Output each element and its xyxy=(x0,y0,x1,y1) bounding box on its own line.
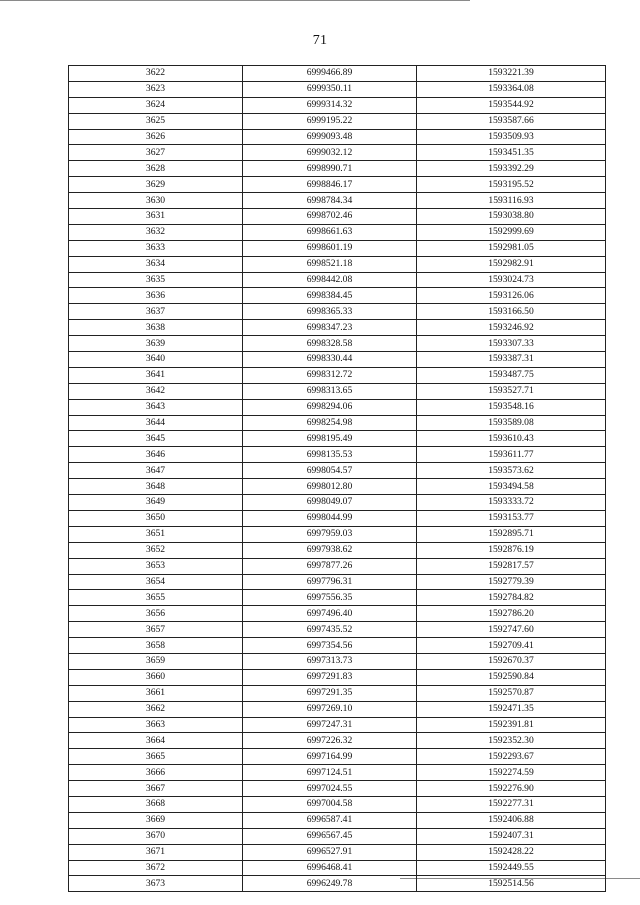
table-row xyxy=(69,876,606,892)
x-coordinate-cell: 6996567.45 xyxy=(243,828,417,844)
x-coordinate-cell: 6997313.73 xyxy=(243,653,417,669)
table-row xyxy=(69,399,606,415)
point-number-cell: 3671 xyxy=(69,844,243,860)
table-row xyxy=(69,463,606,479)
y-coordinate-cell: 1593307.33 xyxy=(417,336,606,352)
y-coordinate-cell: 1593024.73 xyxy=(417,272,606,288)
table-row xyxy=(69,574,606,590)
point-number-cell: 3623 xyxy=(69,81,243,97)
x-coordinate-cell: 6996527.91 xyxy=(243,844,417,860)
y-coordinate-cell: 1593611.77 xyxy=(417,447,606,463)
table-row xyxy=(69,431,606,447)
point-number-cell: 3629 xyxy=(69,177,243,193)
table-row xyxy=(69,622,606,638)
y-coordinate-cell: 1592428.22 xyxy=(417,844,606,860)
point-number-cell: 3640 xyxy=(69,352,243,368)
y-coordinate-cell: 1593166.50 xyxy=(417,304,606,320)
point-number-cell: 3660 xyxy=(69,669,243,685)
x-coordinate-cell: 6996468.41 xyxy=(243,860,417,876)
table-row xyxy=(69,145,606,161)
point-number-cell: 3627 xyxy=(69,145,243,161)
table-row xyxy=(69,733,606,749)
y-coordinate-cell: 1593387.31 xyxy=(417,352,606,368)
x-coordinate-cell: 6997269.10 xyxy=(243,701,417,717)
y-coordinate-cell: 1592981.05 xyxy=(417,240,606,256)
x-coordinate-cell: 6999032.12 xyxy=(243,145,417,161)
y-coordinate-cell: 1593548.16 xyxy=(417,399,606,415)
point-number-cell: 3665 xyxy=(69,749,243,765)
y-coordinate-cell: 1592471.35 xyxy=(417,701,606,717)
point-number-cell: 3651 xyxy=(69,526,243,542)
table-row xyxy=(69,685,606,701)
table-row xyxy=(69,336,606,352)
x-coordinate-cell: 6998661.63 xyxy=(243,224,417,240)
point-number-cell: 3642 xyxy=(69,383,243,399)
table-row xyxy=(69,367,606,383)
y-coordinate-cell: 1592293.67 xyxy=(417,749,606,765)
table-row xyxy=(69,383,606,399)
table-row xyxy=(69,796,606,812)
y-coordinate-cell: 1593544.92 xyxy=(417,97,606,113)
y-coordinate-cell: 1593573.62 xyxy=(417,463,606,479)
x-coordinate-cell: 6997796.31 xyxy=(243,574,417,590)
table-row xyxy=(69,113,606,129)
point-number-cell: 3637 xyxy=(69,304,243,320)
point-number-cell: 3648 xyxy=(69,479,243,495)
x-coordinate-cell: 6997004.58 xyxy=(243,796,417,812)
y-coordinate-cell: 1593246.92 xyxy=(417,320,606,336)
table-row xyxy=(69,638,606,654)
x-coordinate-cell: 6998294.06 xyxy=(243,399,417,415)
y-coordinate-cell: 1593153.77 xyxy=(417,510,606,526)
table-row xyxy=(69,749,606,765)
scan-edge-top xyxy=(0,0,470,1)
x-coordinate-cell: 6999314.32 xyxy=(243,97,417,113)
table-row xyxy=(69,272,606,288)
page-number: 71 xyxy=(312,33,328,48)
y-coordinate-cell: 1593333.72 xyxy=(417,495,606,511)
point-number-cell: 3639 xyxy=(69,336,243,352)
table-row xyxy=(69,177,606,193)
y-coordinate-cell: 1593509.93 xyxy=(417,129,606,145)
x-coordinate-cell: 6997291.83 xyxy=(243,669,417,685)
y-coordinate-cell: 1592277.31 xyxy=(417,796,606,812)
point-number-cell: 3628 xyxy=(69,161,243,177)
point-number-cell: 3645 xyxy=(69,431,243,447)
y-coordinate-cell: 1593487.75 xyxy=(417,367,606,383)
y-coordinate-cell: 1592784.82 xyxy=(417,590,606,606)
table-row xyxy=(69,256,606,272)
point-number-cell: 3635 xyxy=(69,272,243,288)
x-coordinate-cell: 6997247.31 xyxy=(243,717,417,733)
y-coordinate-cell: 1593038.80 xyxy=(417,209,606,225)
table-row xyxy=(69,495,606,511)
x-coordinate-cell: 6998784.34 xyxy=(243,193,417,209)
x-coordinate-cell: 6998601.19 xyxy=(243,240,417,256)
y-coordinate-cell: 1592982.91 xyxy=(417,256,606,272)
x-coordinate-cell: 6998365.33 xyxy=(243,304,417,320)
table-row xyxy=(69,161,606,177)
y-coordinate-cell: 1593126.06 xyxy=(417,288,606,304)
point-number-cell: 3659 xyxy=(69,653,243,669)
y-coordinate-cell: 1592817.57 xyxy=(417,558,606,574)
y-coordinate-cell: 1592709.41 xyxy=(417,638,606,654)
y-coordinate-cell: 1592514.56 xyxy=(417,876,606,892)
y-coordinate-cell: 1593610.43 xyxy=(417,431,606,447)
y-coordinate-cell: 1592670.37 xyxy=(417,653,606,669)
point-number-cell: 3666 xyxy=(69,765,243,781)
y-coordinate-cell: 1592276.90 xyxy=(417,781,606,797)
x-coordinate-cell: 6998044.99 xyxy=(243,510,417,526)
x-coordinate-cell: 6998012.80 xyxy=(243,479,417,495)
x-coordinate-cell: 6999466.89 xyxy=(243,66,417,82)
point-number-cell: 3656 xyxy=(69,606,243,622)
y-coordinate-cell: 1592786.20 xyxy=(417,606,606,622)
y-coordinate-cell: 1593392.29 xyxy=(417,161,606,177)
point-number-cell: 3667 xyxy=(69,781,243,797)
table-row xyxy=(69,781,606,797)
y-coordinate-cell: 1592407.31 xyxy=(417,828,606,844)
x-coordinate-cell: 6998347.23 xyxy=(243,320,417,336)
x-coordinate-cell: 6998702.46 xyxy=(243,209,417,225)
point-number-cell: 3622 xyxy=(69,66,243,82)
y-coordinate-cell: 1593587.66 xyxy=(417,113,606,129)
x-coordinate-cell: 6996249.78 xyxy=(243,876,417,892)
y-coordinate-cell: 1592779.39 xyxy=(417,574,606,590)
x-coordinate-cell: 6998328.58 xyxy=(243,336,417,352)
table-row xyxy=(69,288,606,304)
x-coordinate-cell: 6998330.44 xyxy=(243,352,417,368)
y-coordinate-cell: 1593116.93 xyxy=(417,193,606,209)
x-coordinate-cell: 6998442.08 xyxy=(243,272,417,288)
table-row xyxy=(69,97,606,113)
y-coordinate-cell: 1593527.71 xyxy=(417,383,606,399)
table-row xyxy=(69,352,606,368)
point-number-cell: 3632 xyxy=(69,224,243,240)
point-number-cell: 3646 xyxy=(69,447,243,463)
table-row xyxy=(69,765,606,781)
point-number-cell: 3663 xyxy=(69,717,243,733)
point-number-cell: 3643 xyxy=(69,399,243,415)
point-number-cell: 3655 xyxy=(69,590,243,606)
table-row xyxy=(69,129,606,145)
point-number-cell: 3661 xyxy=(69,685,243,701)
x-coordinate-cell: 6998384.45 xyxy=(243,288,417,304)
point-number-cell: 3652 xyxy=(69,542,243,558)
x-coordinate-cell: 6998054.57 xyxy=(243,463,417,479)
x-coordinate-cell: 6997877.26 xyxy=(243,558,417,574)
y-coordinate-cell: 1592352.30 xyxy=(417,733,606,749)
table-row xyxy=(69,860,606,876)
point-number-cell: 3649 xyxy=(69,495,243,511)
table-row xyxy=(69,669,606,685)
table-row xyxy=(69,526,606,542)
x-coordinate-cell: 6998195.49 xyxy=(243,431,417,447)
table-row xyxy=(69,447,606,463)
x-coordinate-cell: 6997496.40 xyxy=(243,606,417,622)
table-row xyxy=(69,193,606,209)
table-row xyxy=(69,606,606,622)
coordinates-table-body xyxy=(69,66,606,892)
point-number-cell: 3653 xyxy=(69,558,243,574)
table-row xyxy=(69,81,606,97)
x-coordinate-cell: 6997938.62 xyxy=(243,542,417,558)
y-coordinate-cell: 1593494.58 xyxy=(417,479,606,495)
point-number-cell: 3634 xyxy=(69,256,243,272)
point-number-cell: 3650 xyxy=(69,510,243,526)
y-coordinate-cell: 1592876.19 xyxy=(417,542,606,558)
x-coordinate-cell: 6998990.71 xyxy=(243,161,417,177)
x-coordinate-cell: 6998254.98 xyxy=(243,415,417,431)
table-row xyxy=(69,558,606,574)
table-row xyxy=(69,510,606,526)
table-row xyxy=(69,653,606,669)
x-coordinate-cell: 6998135.53 xyxy=(243,447,417,463)
table-row xyxy=(69,320,606,336)
point-number-cell: 3630 xyxy=(69,193,243,209)
y-coordinate-cell: 1593451.35 xyxy=(417,145,606,161)
x-coordinate-cell: 6999195.22 xyxy=(243,113,417,129)
point-number-cell: 3670 xyxy=(69,828,243,844)
point-number-cell: 3673 xyxy=(69,876,243,892)
table-row xyxy=(69,542,606,558)
point-number-cell: 3657 xyxy=(69,622,243,638)
y-coordinate-cell: 1592391.81 xyxy=(417,717,606,733)
table-row xyxy=(69,209,606,225)
point-number-cell: 3644 xyxy=(69,415,243,431)
table-row xyxy=(69,240,606,256)
y-coordinate-cell: 1592895.71 xyxy=(417,526,606,542)
point-number-cell: 3664 xyxy=(69,733,243,749)
table-row xyxy=(69,717,606,733)
x-coordinate-cell: 6998846.17 xyxy=(243,177,417,193)
x-coordinate-cell: 6998521.18 xyxy=(243,256,417,272)
x-coordinate-cell: 6997024.55 xyxy=(243,781,417,797)
point-number-cell: 3633 xyxy=(69,240,243,256)
table-row xyxy=(69,224,606,240)
x-coordinate-cell: 6997354.56 xyxy=(243,638,417,654)
point-number-cell: 3654 xyxy=(69,574,243,590)
x-coordinate-cell: 6997556.35 xyxy=(243,590,417,606)
x-coordinate-cell: 6999350.11 xyxy=(243,81,417,97)
point-number-cell: 3662 xyxy=(69,701,243,717)
y-coordinate-cell: 1592747.60 xyxy=(417,622,606,638)
y-coordinate-cell: 1592449.55 xyxy=(417,860,606,876)
x-coordinate-cell: 6997164.99 xyxy=(243,749,417,765)
y-coordinate-cell: 1593195.52 xyxy=(417,177,606,193)
point-number-cell: 3647 xyxy=(69,463,243,479)
point-number-cell: 3669 xyxy=(69,812,243,828)
table-row xyxy=(69,479,606,495)
x-coordinate-cell: 6998313.65 xyxy=(243,383,417,399)
table-row xyxy=(69,828,606,844)
point-number-cell: 3636 xyxy=(69,288,243,304)
point-number-cell: 3638 xyxy=(69,320,243,336)
y-coordinate-cell: 1593589.08 xyxy=(417,415,606,431)
y-coordinate-cell: 1592406.88 xyxy=(417,812,606,828)
coordinates-table xyxy=(68,65,606,892)
x-coordinate-cell: 6997959.03 xyxy=(243,526,417,542)
x-coordinate-cell: 6999093.48 xyxy=(243,129,417,145)
x-coordinate-cell: 6996587.41 xyxy=(243,812,417,828)
point-number-cell: 3631 xyxy=(69,209,243,225)
table-row xyxy=(69,304,606,320)
point-number-cell: 3658 xyxy=(69,638,243,654)
y-coordinate-cell: 1592274.59 xyxy=(417,765,606,781)
x-coordinate-cell: 6998049.07 xyxy=(243,495,417,511)
point-number-cell: 3641 xyxy=(69,367,243,383)
y-coordinate-cell: 1592590.84 xyxy=(417,669,606,685)
point-number-cell: 3625 xyxy=(69,113,243,129)
point-number-cell: 3626 xyxy=(69,129,243,145)
table-row xyxy=(69,844,606,860)
x-coordinate-cell: 6998312.72 xyxy=(243,367,417,383)
table-row xyxy=(69,415,606,431)
x-coordinate-cell: 6997124.51 xyxy=(243,765,417,781)
y-coordinate-cell: 1593364.08 xyxy=(417,81,606,97)
point-number-cell: 3672 xyxy=(69,860,243,876)
x-coordinate-cell: 6997291.35 xyxy=(243,685,417,701)
y-coordinate-cell: 1592999.69 xyxy=(417,224,606,240)
point-number-cell: 3668 xyxy=(69,796,243,812)
y-coordinate-cell: 1593221.39 xyxy=(417,66,606,82)
point-number-cell: 3624 xyxy=(69,97,243,113)
table-row xyxy=(69,590,606,606)
x-coordinate-cell: 6997435.52 xyxy=(243,622,417,638)
x-coordinate-cell: 6997226.32 xyxy=(243,733,417,749)
y-coordinate-cell: 1592570.87 xyxy=(417,685,606,701)
table-row xyxy=(69,812,606,828)
table-row xyxy=(69,66,606,82)
table-row xyxy=(69,701,606,717)
